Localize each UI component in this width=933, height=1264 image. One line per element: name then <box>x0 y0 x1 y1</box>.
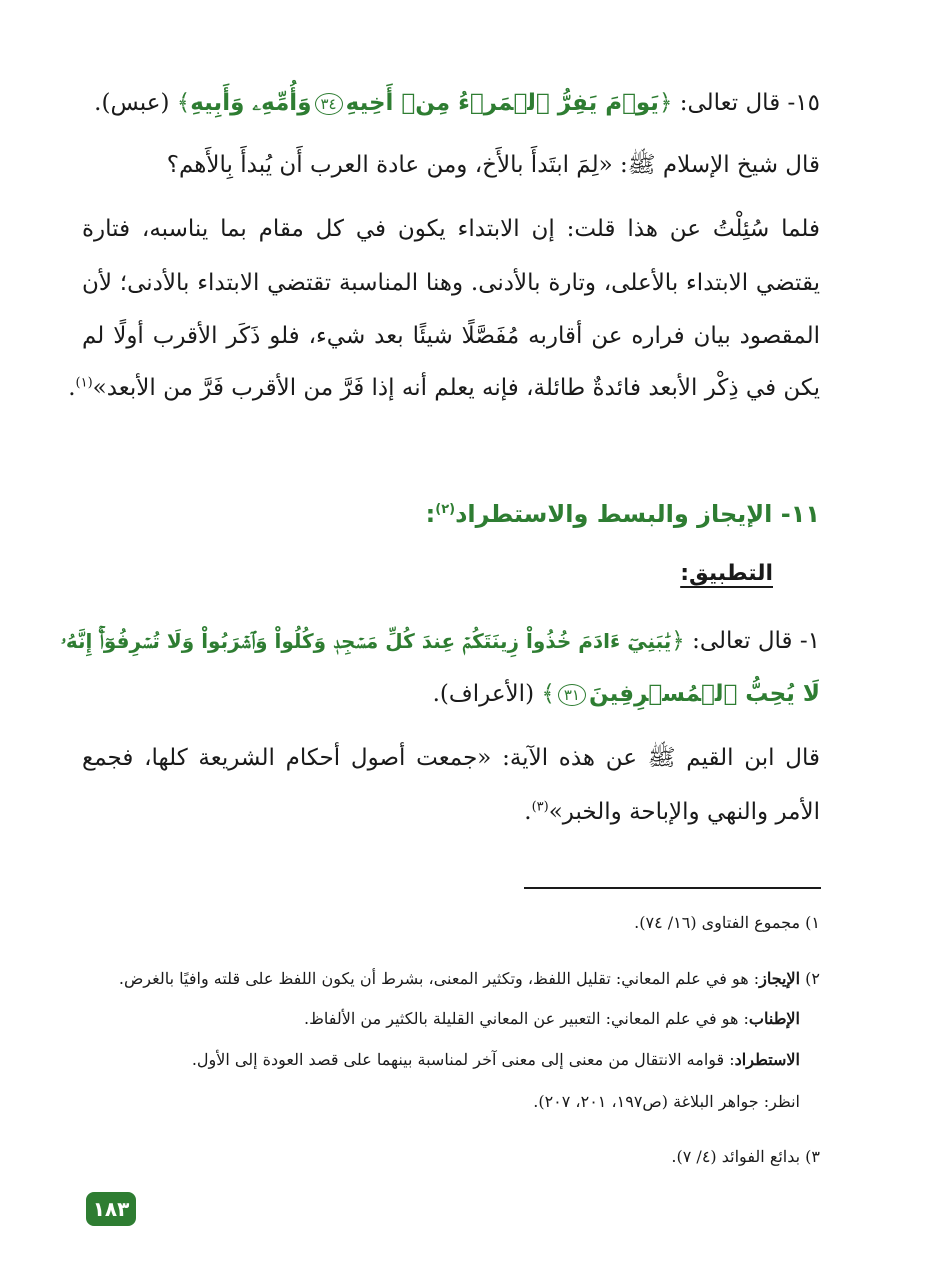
ornate-bracket-close: ﴾ <box>541 681 555 707</box>
section-heading-text: ١١- الإيجاز والبسط والاستطراد <box>455 500 820 528</box>
quran-verse: وَأُمِّهِۦ وَأَبِيهِ <box>190 90 312 116</box>
footnote-ref: (١) <box>75 375 93 391</box>
quran-verse: لَا يُحِبُّ ٱلۡمُسۡرِفِينَ <box>588 681 820 707</box>
ornate-bracket-open: ﴿ <box>658 90 673 116</box>
item-15-lead: ١٥- قال تعالى: <box>672 90 820 116</box>
footnote-separator <box>524 887 821 889</box>
paragraph-line: يقتضي الابتداء بالأعلى، وتارة بالأدنى. وهنا المناسبة تقتضي الابتداء بالأدنى؛ لأن <box>82 270 820 296</box>
ornate-bracket-open: ﴿ <box>671 628 685 654</box>
quote-end: . <box>524 799 532 825</box>
surah-name: (عبس). <box>94 90 177 116</box>
footnote-2-line-2 <box>304 1006 800 1032</box>
item-1-line <box>61 624 820 658</box>
quote-text: الأمر والنهي والإباحة والخبر» <box>548 799 820 825</box>
section-heading <box>426 497 820 531</box>
subheading-application: التطبيق: <box>680 561 773 586</box>
quote-ibn-taymiyyah: قال شيخ الإسلام ﷺ: «لِمَ ابتَدأَ بالأَخ، ومن عادة العرب أَن يُبدأَ بِالأَهم؟ <box>166 152 820 178</box>
paragraph-line: المقصود بيان فراره عن أقاربه مُفَصَّلًا شيئًا بعد شيء، فلو ذَكَر الأقرب أولًا لم <box>82 323 820 349</box>
footnote-term: الإيجاز <box>759 969 801 988</box>
paragraph-line: فلما سُئِلْتُ عن هذا قلت: إن الابتداء يكون في كل مقام بما يناسبه، فتارة <box>82 216 820 242</box>
footnote-text: : هو في علم المعاني: التعبير عن المعاني القليلة بالكثير من الألفاظ. <box>304 1009 749 1028</box>
footnote-number: ٢) <box>800 969 820 988</box>
footnote-2-line-4: انظر: جواهر البلاغة (ص١٩٧، ٢٠١، ٢٠٧). <box>533 1092 800 1111</box>
verse-number: ٣١ <box>558 684 586 706</box>
quran-verse: يَٰبَنِيٓ ءَادَمَ خُذُواْ زِينَتَكُمۡ عِندَ كُلِّ مَسۡجِدٖ وَكُلُواْ وَٱشۡرَبُواْ وَلَا تُسۡرِفُوٓاْۚ إِنَّهُۥ <box>60 629 672 653</box>
paragraph-end: . <box>68 375 76 401</box>
footnote-ref: (٣) <box>531 799 549 815</box>
paragraph-line <box>68 371 820 405</box>
footnote-text: : قوامه الانتقال من معنى إلى معنى آخر لمناسبة بينهما على قصد العودة إلى الأول. <box>191 1050 735 1069</box>
surah-name: (الأعراف). <box>432 681 542 707</box>
page-number-badge <box>86 1192 136 1226</box>
quote-ibn-qayyim-line: قال ابن القيم ﷺ عن هذه الآية: «جمعت أصول أحكام الشريعة كلها، فجمع <box>82 745 820 771</box>
footnote-term: الاستطراد <box>734 1050 800 1069</box>
footnote-text: : هو في علم المعاني: تقليل اللفظ، وتكثير المعنى، بشرط أن يكون اللفظ على قلته وافيًا بالغرض. <box>118 969 760 988</box>
quran-verse: يَوۡمَ يَفِرُّ ٱلۡمَرۡءُ مِنۡ أَخِيهِ <box>345 90 659 116</box>
footnote-1: ١) مجموع الفتاوى (١٦/ ٧٤). <box>634 913 820 932</box>
footnote-3: ٣) بدائع الفوائد (٤/ ٧). <box>671 1147 820 1166</box>
item-15-line <box>94 86 820 120</box>
footnote-2-line-3 <box>192 1047 800 1073</box>
footnote-term: الإطناب <box>748 1009 800 1028</box>
page-number: ١٨٣ <box>92 1197 130 1221</box>
verse-number: ٣٤ <box>315 93 343 115</box>
footnote-2 <box>119 966 820 992</box>
item-1-lead: ١- قال تعالى: <box>684 628 820 654</box>
section-heading-colon: : <box>425 500 436 528</box>
paragraph-text: يكن في ذِكْر الأبعد فائدةٌ طائلة، فإنه يعلم أنه إذا فَرَّ من الأقرب فَرَّ من الأبعد» <box>92 375 820 401</box>
item-1-line-2 <box>433 677 820 711</box>
ornate-bracket-close: ﴾ <box>176 90 191 116</box>
footnote-ref: (٢) <box>435 502 456 517</box>
quote-ibn-qayyim-line <box>524 795 820 829</box>
